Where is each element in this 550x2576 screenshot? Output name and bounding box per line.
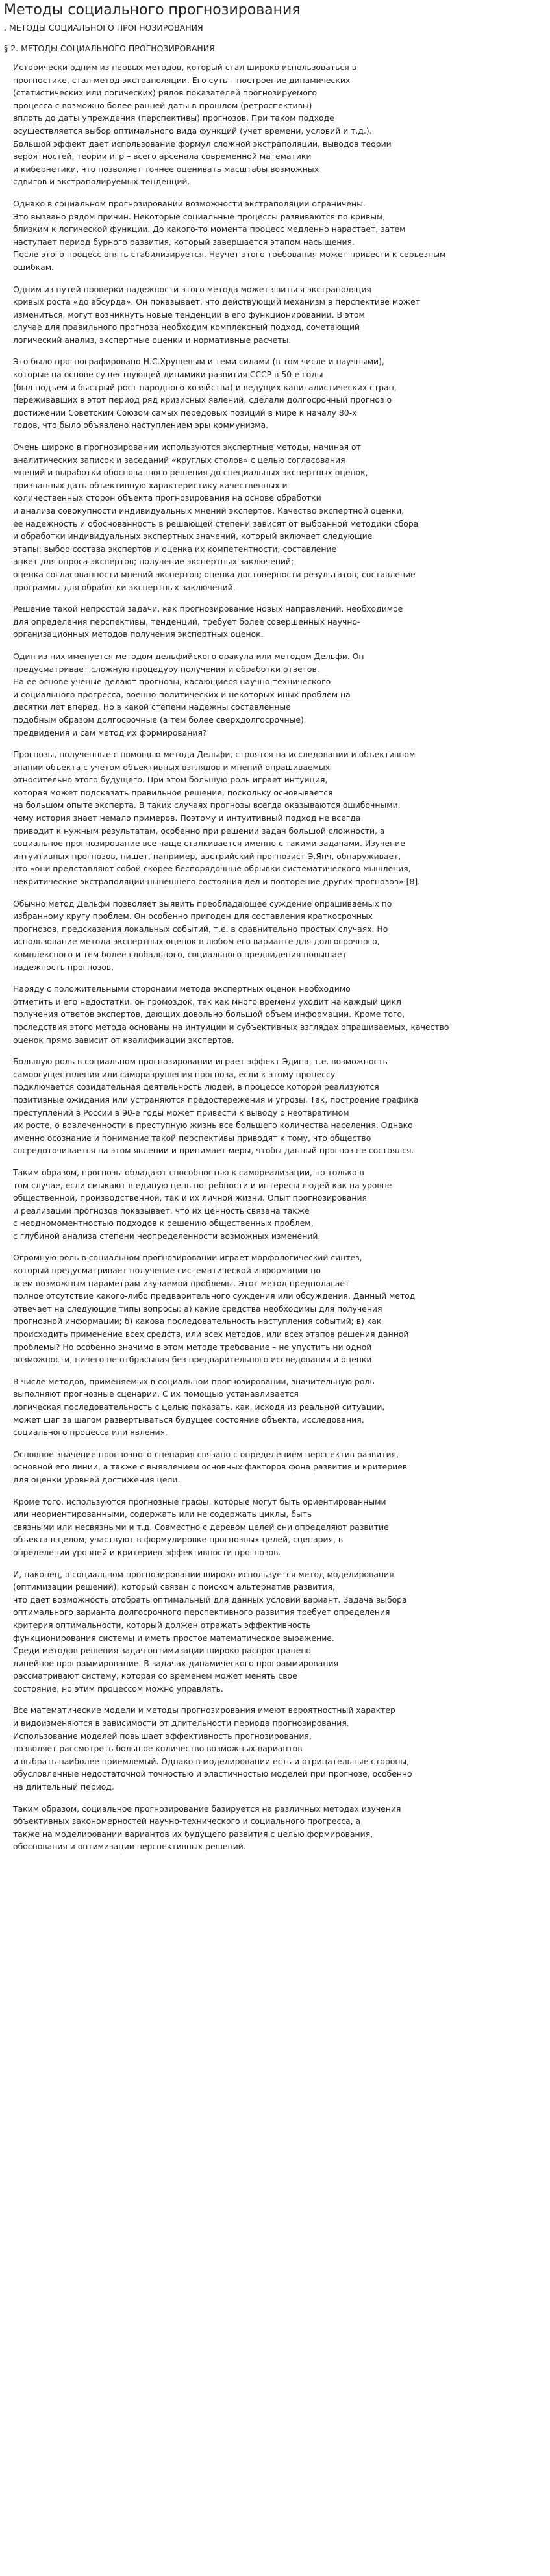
paragraph-line: рассматривают систему, которая со временем может менять свое — [13, 1671, 297, 1681]
paragraph-line: измениться, могут возникнуть новые тенденции в его функционировании. В этом — [13, 309, 365, 319]
paragraph-line: и видоизменяются в зависимости от длительности периода прогнозирования. — [13, 1718, 349, 1729]
paragraph-line: обусловленные недостаточной точностью и эластичностью моделей при прогнозе, особенно — [13, 1769, 412, 1779]
paragraph-line: Однако в социальном прогнозировании возможности экстраполяции ограничены. — [13, 198, 366, 208]
paragraph-line: И, наконец, в социальном прогнозировании широко используется метод моделирования — [13, 1569, 394, 1579]
paragraph-line: предусматривает сложную процедуру получения и обработки ответов. — [13, 664, 319, 674]
paragraph-line: ее надежность и обоснованность в решающей степени зависят от выбранной методики сбора — [13, 518, 419, 529]
paragraph-line: и реализации прогнозов показывает, что их ценность связана также — [13, 1205, 310, 1216]
paragraph-line: организационных методов получения экспертных оценок. — [13, 629, 264, 640]
chapter-heading: . МЕТОДЫ СОЦИАЛЬНОГО ПРОГНОЗИРОВАНИЯ — [4, 23, 203, 32]
paragraph — [4, 1166, 546, 1243]
paragraph-line: для определения перспективы, тенденций, требует более совершенных научно- — [13, 616, 360, 627]
paragraph-line: количественных сторон объекта прогнозирования на основе обработки — [13, 493, 321, 503]
paragraph-line: достижении Советским Союзом самых передовых позиций в мире к началу 80-х — [13, 407, 357, 418]
paragraph-line: социального процесса или явления. — [13, 1427, 168, 1438]
paragraph-line: интуитивных прогнозов, пишет, например, австрийский прогнозист Э.Янч, обнаруживает, — [13, 851, 401, 861]
paragraph-line: переживавших в этот период ряд кризисных явлений, сделали долгосрочный прогноз о — [13, 395, 392, 405]
paragraph-line: прогнозной информации; б) какова последовательность наступления событий; в) как — [13, 1316, 382, 1327]
paragraph-line: который предусматривает получение систематической информации по — [13, 1266, 321, 1276]
paragraph-line: отвечает на следующие типы вопросы: а) какие средства необходимы для получения — [13, 1303, 382, 1314]
paragraph-line: процесса с возможно более ранней даты в прошлом (ретроспективы) — [13, 100, 312, 110]
page-title: Методы социального прогнозирования — [4, 2, 301, 18]
paragraph — [4, 1375, 546, 1439]
paragraph-line: также на моделировании вариантов их будущего развития с целью формирования, — [13, 1829, 373, 1839]
paragraph-line: знании объекта с учетом объективных взглядов и мнений опрашиваемых — [13, 762, 331, 772]
paragraph-line: прогностике, стал метод экстраполяции. Его суть – построение динамических — [13, 75, 351, 85]
paragraph-line: что дает возможность отобрать оптимальный для данных условий вариант. Задача выбора — [13, 1594, 407, 1605]
paragraph-line: Большой эффект дает использование формул сложной экстраполяции, выводов теории — [13, 138, 392, 149]
paragraph — [4, 748, 546, 888]
paragraph-line: осуществляется выбор оптимального вида функций (учет времени, условий и т.д.). — [13, 125, 372, 136]
paragraph-line: может шаг за шагом развертываться будущее состояние объекта, исследования, — [13, 1414, 364, 1425]
paragraph-line: На ее основе ученые делают прогнозы, касающиеся научно-технического — [13, 677, 331, 687]
paragraph-line: основной его линии, а также с выявлением основных факторов фона развития и критериев — [13, 1462, 408, 1472]
paragraph-line: Одним из путей проверки надежности этого метода может явиться экстраполяция — [13, 284, 371, 294]
paragraph — [4, 61, 546, 188]
paragraph-line: ошибкам. — [13, 262, 54, 272]
paragraph-line: программы для обработки экспертных заключений. — [13, 582, 236, 592]
paragraph-line: сосредоточивается на этом явлении и принимает меры, чтобы данный прогноз не состоялся. — [13, 1145, 414, 1156]
paragraph-line: В числе методов, применяемых в социальном прогнозировании, значительную роль — [13, 1376, 375, 1386]
paragraph-line: предвидения и сам метод их формирования? — [13, 727, 207, 738]
paragraph-line: их росте, о вовлеченности в преступную жизнь все большего количества населения. Однако — [13, 1120, 413, 1131]
paragraph-line: Решение такой непростой задачи, как прогнозирование новых направлений, необходимое — [13, 604, 403, 614]
paragraph-line: кривых роста «до абсурда». Он показывает, что действующий механизм в перспективе может — [13, 297, 420, 307]
paragraph-line: и социального прогресса, военно-политических и некоторых иных проблем на — [13, 689, 351, 699]
paragraph — [4, 897, 546, 974]
paragraph-line: После этого процесс опять стабилизируется. Неучет этого требования может привести к серьезным — [13, 249, 446, 260]
paragraph-line: надежность прогнозов. — [13, 962, 114, 972]
paragraph-line: Основное значение прогнозного сценария связано с определением перспектив развития, — [13, 1449, 399, 1459]
paragraph-line: комплексного и тем более глобального, социального предвидения повышает — [13, 949, 347, 959]
paragraph-line: которые на основе существующей динамики развития СССР в 50-е годы — [13, 369, 323, 380]
paragraph-line: оценок прямо зависит от квалификации экспертов. — [13, 1034, 234, 1045]
paragraph-line: полное отсутствие какого-либо предварительного суждения или обсуждения. Данный метод — [13, 1291, 416, 1301]
paragraph-line: годов, что было объявлено наступлением эры коммунизма. — [13, 420, 269, 431]
paragraph-line: определении уровней и критериев эффективности прогнозов. — [13, 1547, 281, 1557]
paragraph-line: именно осознание и понимание такой перспективы приводят к тому, что общество — [13, 1132, 371, 1143]
paragraph-line: оптимального варианта долгосрочного перспективного развития требует определения — [13, 1607, 390, 1618]
paragraph-line: Наряду с положительными сторонами метода экспертных оценок необходимо — [13, 984, 351, 994]
paragraph-line: и анализа совокупности индивидуальных мнений экспертов. Качество экспертной оценки, — [13, 506, 405, 516]
paragraph-line: Все математические модели и методы прогнозирования имеют вероятностный характер — [13, 1705, 395, 1716]
paragraph-line: которая может подсказать правильное решение, поскольку основывается — [13, 787, 333, 797]
paragraph-line: состояние, но этим процессом можно управлять. — [13, 1683, 223, 1694]
paragraph-line: объективных закономерностей научно-технического и социального прогресса, а — [13, 1816, 361, 1827]
paragraph-line: Таким образом, социальное прогнозирование базируется на различных методах изучения — [13, 1803, 401, 1814]
paragraph-line: том случае, если смыкают в единую цепь потребности и интересы людей как на уровне — [13, 1180, 392, 1190]
paragraph-line: для оценки уровней достижения цели. — [13, 1474, 181, 1484]
paragraph-line: что «они представляют собой скорее беспорядочные обрывки систематического мышления, — [13, 864, 411, 874]
paragraph-line: этапы: выбор состава экспертов и оценка их компетентности; составление — [13, 544, 337, 554]
paragraph-line: выполняют прогнозные сценарии. С их помощью устанавливается — [13, 1389, 299, 1399]
paragraph-line: Один из них именуется методом дельфийского оракула или методом Дельфи. Он — [13, 651, 364, 661]
paragraph-line: последствия этого метода основаны на интуиции и субъективных взглядах опрашиваемых, качество — [13, 1021, 449, 1032]
paragraph-line: самоосуществления или саморазрушения прогноза, если к этому процессу — [13, 1069, 336, 1079]
paragraph-line: позитивные ожидания или устраняются предостережения и угрозы. Так, построение графика — [13, 1094, 419, 1105]
paragraph-line: оценка согласованности мнений экспертов; оценка достоверности результатов; составление — [13, 569, 416, 579]
paragraph-line: сдвигов и экстраполируемых тенденций. — [13, 177, 190, 187]
paragraph-line: и обработки индивидуальных экспертных значений, который включает следующие — [13, 531, 373, 542]
paragraph-line: возможности, ничего не отбрасывая без предварительного исследования и оценки. — [13, 1355, 375, 1365]
paragraph-line: отметить и его недостатки: он громоздок, так как много времени уходит на каждый цикл — [13, 996, 401, 1007]
paragraph-line: некритические экстраполяции нынешнего состояния дел и повторение других прогнозов» [8]. — [13, 877, 421, 887]
paragraph-line: (оптимизации решений), который связан с поиском альтернатив развития, — [13, 1582, 335, 1592]
paragraph-line: Огромную роль в социальном прогнозировании играет морфологический синтез, — [13, 1253, 362, 1263]
paragraph — [4, 1448, 546, 1486]
paragraph — [4, 197, 546, 274]
paragraph — [4, 355, 546, 432]
paragraph-line: логический анализ, экспертные оценки и нормативные расчеты. — [13, 334, 292, 345]
paragraph-line: призванных дать объективную характеристику качественных и — [13, 480, 288, 490]
paragraph-line: анкет для опроса экспертов; получение экспертных заключений; — [13, 556, 294, 567]
paragraph-line: или неориентированными, содержать или не содержать циклы, быть — [13, 1509, 312, 1519]
paragraph-line: Среди методов решения задач оптимизации широко распространено — [13, 1645, 312, 1656]
paragraph-line: вероятностей, теории игр – всего арсенала современной математики — [13, 151, 312, 162]
paragraph-line: приводит к нужным результатам, особенно при решении задач большой сложности, а — [13, 825, 385, 836]
paragraph — [4, 441, 546, 594]
paragraph-line: логическая последовательность с целью показать, как, исходя из реальной ситуации, — [13, 1402, 385, 1412]
paragraph-line: получения ответов экспертов, дающих довольно большой объем информации. Кроме того, — [13, 1009, 405, 1019]
paragraph-line: Это было прогнографировано Н.С.Хрущевым и теми силами (в том числе и научными), — [13, 356, 384, 367]
paragraph-line: обоснования и оптимизации перспективных решений. — [13, 1842, 246, 1852]
paragraph-line: критерия оптимальности, который должен отражать эффективность — [13, 1619, 311, 1630]
paragraph-line: избранному кругу проблем. Он особенно пригоден для составления краткосрочных — [13, 911, 373, 921]
paragraph-line: на большом опыте эксперта. В таких случаях прогнозы всегда оказываются ошибочными, — [13, 800, 401, 810]
paragraph — [4, 1704, 546, 1793]
paragraph-line: и кибернетики, что позволяет точнее оценивать масштабы возможных — [13, 164, 319, 174]
paragraph-line: относительно этого будущего. При этом большую роль играет интуиция, — [13, 775, 328, 785]
paragraph-line: близким к логической функции. До какого-то момента процесс медленно нарастает, затем — [13, 224, 406, 234]
paragraph — [4, 1055, 546, 1157]
paragraph-line: наступает период бурного развития, который завершается этапом насыщения. — [13, 236, 355, 247]
paragraph-line: вплоть до даты упреждения (перспективы) прогнозов. При таком подходе — [13, 113, 334, 123]
paragraph-line: Очень широко в прогнозировании используются экспертные методы, начиная от — [13, 442, 361, 453]
paragraph-line: Кроме того, используются прогнозные графы, которые могут быть ориентированными — [13, 1496, 386, 1507]
paragraph-line: (статистических или логических) рядов показателей прогнозируемого — [13, 88, 318, 98]
paragraph-line: Историчеcки одним из первых методов, который стал широко использоваться в — [13, 62, 356, 72]
paragraph — [4, 982, 546, 1046]
paragraph-line: преступлений в России в 90-е годы может привести к выводу о неотвратимом — [13, 1107, 349, 1118]
paragraph — [4, 650, 546, 739]
paragraph — [4, 1495, 546, 1559]
paragraph-line: мнений и выработки обоснованного решения до специальных экспертных оценок, — [13, 468, 368, 478]
paragraph-line: Обычно метод Дельфи позволяет выявить преобладающее суждение опрашиваемых по — [13, 898, 392, 908]
paragraph-line: линейное программирование. В задачах динамического программирования — [13, 1658, 338, 1668]
paragraph-line: с глубиной анализа степени неопределенности возможных изменений. — [13, 1231, 321, 1241]
paragraph-line: Использование моделей повышает эффективность прогнозирования, — [13, 1731, 312, 1741]
paragraph-line: десятки лет вперед. Но в какой степени надежны составленные — [13, 702, 291, 712]
article-body — [4, 61, 546, 1853]
paragraph-line: Прогнозы, полученные с помощью метода Дельфи, строятся на исследовании и объективном — [13, 749, 416, 760]
paragraph-line: Большую роль в социальном прогнозировании играет эффект Эдипа, т.е. возможность — [13, 1057, 388, 1067]
paragraph-line: использование метода экспертных оценок в любом его варианте для долгосрочного, — [13, 936, 380, 947]
paragraph — [4, 283, 546, 347]
paragraph-line: позволяет рассмотреть большое количество возможных вариантов — [13, 1744, 303, 1754]
paragraph-line: всем возможным параметрам изучаемой проблемы. Этот метод предполагает — [13, 1278, 350, 1288]
paragraph-line: прогнозов, предсказания локальных событий, т.е. в сравнительно простых случаях. Но — [13, 923, 388, 934]
paragraph-line: с неодномоментностью подходов к решению общественных проблем, — [13, 1218, 314, 1229]
paragraph-line: чему история знает немало примеров. Поэтому и интуитивный подход не всегда — [13, 813, 361, 823]
paragraph-line: аналитических записок и заседаний «круглых столов» с целью согласования — [13, 455, 345, 465]
paragraph-line: происходить применение всех средств, или всех методов, или всех этапов решения данной — [13, 1329, 409, 1340]
paragraph-line: подключается созидательная деятельность людей, в процессе которой реализуются — [13, 1082, 379, 1092]
paragraph-line: подобным образом долгосрочные (а тем более сверхдолгосрочные) — [13, 714, 304, 725]
paragraph-line: объекта в целом, участвуют в формулировке прогнозных целей, сценария, в — [13, 1534, 344, 1545]
paragraph-line: Таким образом, прогнозы обладают способностью к самореализации, но только в — [13, 1167, 364, 1177]
paragraph-line: связными или несвязными и т.д. Совместно с деревом целей они определяют развитие — [13, 1521, 389, 1532]
paragraph — [4, 1568, 546, 1695]
paragraph-line: Это вызвано рядом причин. Некоторые социальные процессы развиваются по кривым, — [13, 211, 386, 221]
paragraph — [4, 1803, 546, 1853]
section-heading: § 2. МЕТОДЫ СОЦИАЛЬНОГО ПРОГНОЗИРОВАНИЯ — [4, 44, 215, 53]
paragraph — [4, 603, 546, 641]
paragraph-line: случае для правильного прогноза необходим комплексный подход, сочетающий — [13, 322, 360, 332]
paragraph-line: и выбрать наиболее приемлемый. Однако в моделировании есть и отрицательные стороны, — [13, 1756, 410, 1766]
paragraph-line: на длительный период. — [13, 1782, 114, 1792]
paragraph-line: функционирования системы и иметь простое математическое выражение. — [13, 1632, 334, 1643]
paragraph-line: (был подъем и быстрый рост народного хозяйства) и ведущих капиталистических стран, — [13, 382, 397, 392]
paragraph-line: социальное прогнозирование все чаще сталкивается именно с такими задачами. Изучение — [13, 838, 405, 849]
paragraph-line: проблемы? Но особенно значимо в этом методе требование – не упустить ни одной — [13, 1342, 372, 1352]
paragraph — [4, 1251, 546, 1366]
paragraph-line: общественной, производственной, так и их личной жизни. Опыт прогнозирования — [13, 1193, 367, 1203]
